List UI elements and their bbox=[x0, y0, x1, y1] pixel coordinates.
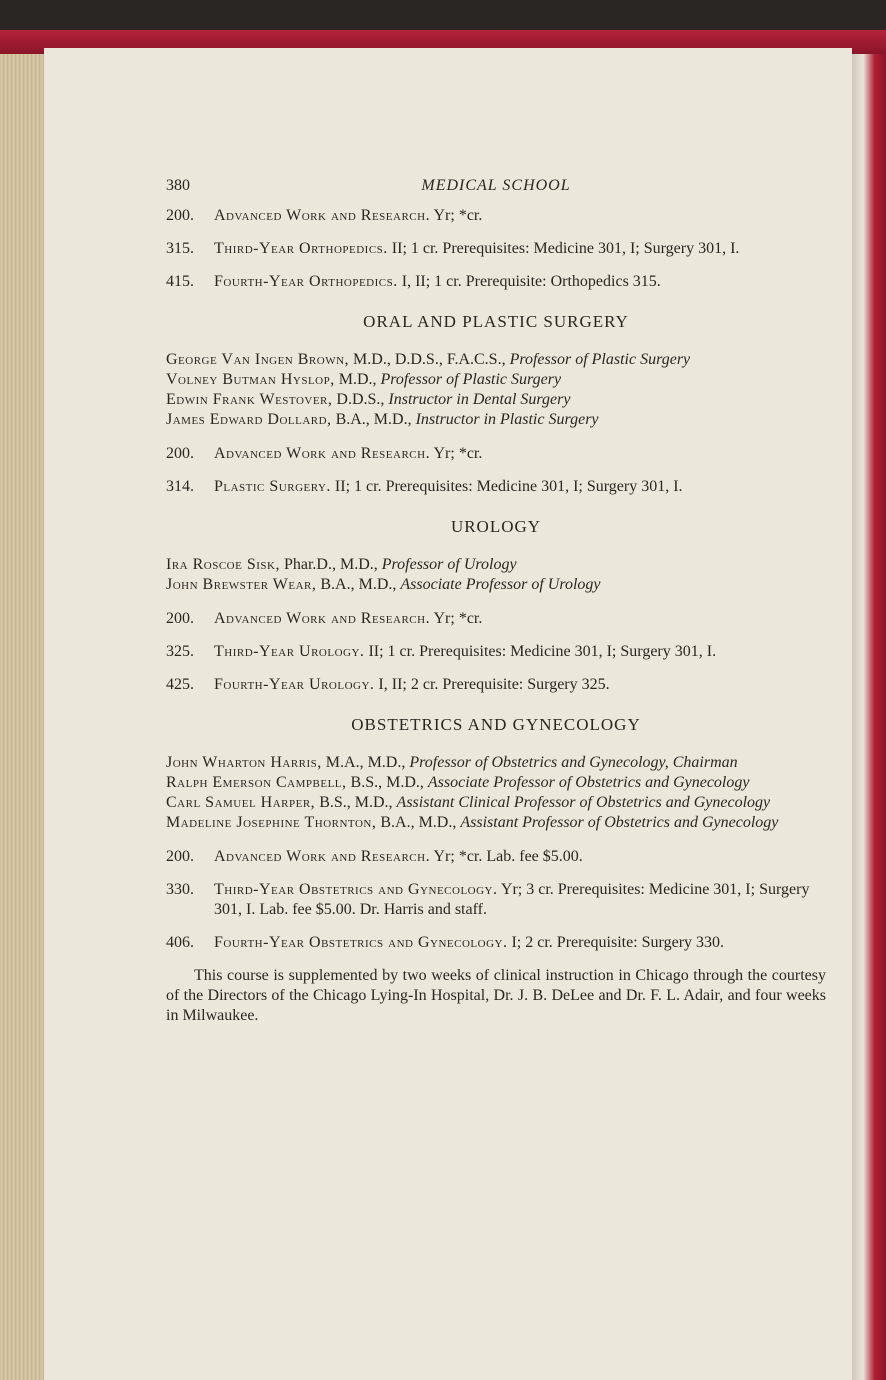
faculty-list bbox=[166, 753, 826, 833]
course-number: 200. bbox=[166, 848, 194, 865]
course-number: 200. bbox=[166, 445, 194, 462]
book-page-edges bbox=[848, 54, 886, 1380]
course-name: Advanced Work and Research. bbox=[214, 610, 431, 627]
course-details: I, II; 1 cr. Prerequisite: Orthopedics 315. bbox=[397, 273, 661, 290]
course-entry bbox=[166, 609, 826, 629]
course-entry bbox=[166, 239, 826, 259]
course-entry bbox=[166, 933, 826, 953]
section-heading: OBSTETRICS AND GYNECOLOGY bbox=[351, 715, 641, 734]
course-number: 315. bbox=[166, 240, 194, 257]
course-entry bbox=[166, 477, 826, 497]
course-entry bbox=[166, 880, 826, 920]
faculty-member: Ralph Emerson Campbell, B.S., M.D., Associate Professor of Obstetrics and Gynecology bbox=[166, 774, 750, 791]
course-number: 314. bbox=[166, 478, 194, 495]
course-details: Yr; *cr. bbox=[430, 445, 483, 462]
faculty-member: James Edward Dollard, B.A., M.D., Instructor in Plastic Surgery bbox=[166, 411, 599, 428]
course-name: Third-Year Orthopedics. bbox=[214, 240, 388, 257]
course-details: Yr; *cr. Lab. fee $5.00. bbox=[430, 848, 583, 865]
course-details: Yr; *cr. bbox=[430, 207, 483, 224]
page-number: 380 bbox=[166, 177, 190, 194]
course-number: 425. bbox=[166, 676, 194, 693]
faculty-member: John Wharton Harris, M.A., M.D., Professor of Obstetrics and Gynecology, Chairman bbox=[166, 754, 738, 771]
course-details: II; 1 cr. Prerequisites: Medicine 301, I; Surgery 301, I. bbox=[330, 478, 683, 495]
course-name: Advanced Work and Research. bbox=[214, 207, 431, 224]
course-number: 200. bbox=[166, 207, 194, 224]
course-name: Third-Year Urology. bbox=[214, 643, 365, 660]
page-content bbox=[166, 176, 826, 1042]
faculty-member: George Van Ingen Brown, M.D., D.D.S., F.A.C.S., Professor of Plastic Surgery bbox=[166, 351, 691, 368]
course-details: Yr; *cr. bbox=[430, 610, 483, 627]
running-head bbox=[166, 176, 826, 198]
course-details: II; 1 cr. Prerequisites: Medicine 301, I; Surgery 301, I. bbox=[364, 643, 717, 660]
course-details: I, II; 2 cr. Prerequisite: Surgery 325. bbox=[374, 676, 610, 693]
course-name: Fourth-Year Urology. bbox=[214, 676, 375, 693]
faculty-member: Carl Samuel Harper, B.S., M.D., Assistant Clinical Professor of Obstetrics and Gynecology bbox=[166, 794, 771, 811]
section-heading: UROLOGY bbox=[450, 517, 542, 536]
course-details: Yr; 3 cr. Prerequisites: Medicine 301, I; Surgery 301, I. Lab. fee $5.00. Dr. Harris and staff. bbox=[214, 881, 810, 918]
course-name: Third-Year Obstetrics and Gynecology. bbox=[214, 881, 498, 898]
course-number: 330. bbox=[166, 881, 194, 898]
course-name: Plastic Surgery. bbox=[214, 478, 331, 495]
faculty-member: Madeline Josephine Thornton, B.A., M.D., Assistant Professor of Obstetrics and Gynecology bbox=[166, 814, 779, 831]
course-details: II; 1 cr. Prerequisites: Medicine 301, I; Surgery 301, I. bbox=[387, 240, 740, 257]
course-number: 415. bbox=[166, 273, 194, 290]
course-entry bbox=[166, 847, 826, 867]
faculty-list bbox=[166, 555, 826, 595]
book-page bbox=[44, 48, 852, 1380]
course-name: Advanced Work and Research. bbox=[214, 445, 431, 462]
faculty-member: Edwin Frank Westover, D.D.S., Instructor in Dental Surgery bbox=[166, 391, 571, 408]
faculty-member: John Brewster Wear, B.A., M.D., Associate Professor of Urology bbox=[166, 576, 601, 593]
course-entry bbox=[166, 206, 826, 226]
course-entry bbox=[166, 675, 826, 695]
course-name: Fourth-Year Orthopedics. bbox=[214, 273, 398, 290]
course-name: Fourth-Year Obstetrics and Gynecology. bbox=[214, 934, 508, 951]
faculty-member: Volney Butman Hyslop, M.D., Professor of Plastic Surgery bbox=[166, 371, 562, 388]
book-spine-edge bbox=[0, 54, 44, 1380]
course-entry bbox=[166, 272, 826, 292]
course-name: Advanced Work and Research. bbox=[214, 848, 431, 865]
faculty-member: Ira Roscoe Sisk, Phar.D., M.D., Professor of Urology bbox=[166, 556, 517, 573]
section-heading: ORAL AND PLASTIC SURGERY bbox=[363, 312, 629, 331]
page-title: MEDICAL SCHOOL bbox=[421, 177, 571, 194]
course-details: I; 2 cr. Prerequisite: Surgery 330. bbox=[507, 934, 725, 951]
course-entry bbox=[166, 444, 826, 464]
faculty-list bbox=[166, 350, 826, 430]
course-number: 325. bbox=[166, 643, 194, 660]
course-number: 200. bbox=[166, 610, 194, 627]
course-entry bbox=[166, 642, 826, 662]
course-number: 406. bbox=[166, 934, 194, 951]
course-note: This course is supplemented by two weeks of clinical instruction in Chicago through the courtesy of the Directors of the Chicago Lying-In Hospital, Dr. J. B. DeLee and Dr. F. L. Adair, and four weeks in Milwaukee. bbox=[166, 967, 826, 1024]
